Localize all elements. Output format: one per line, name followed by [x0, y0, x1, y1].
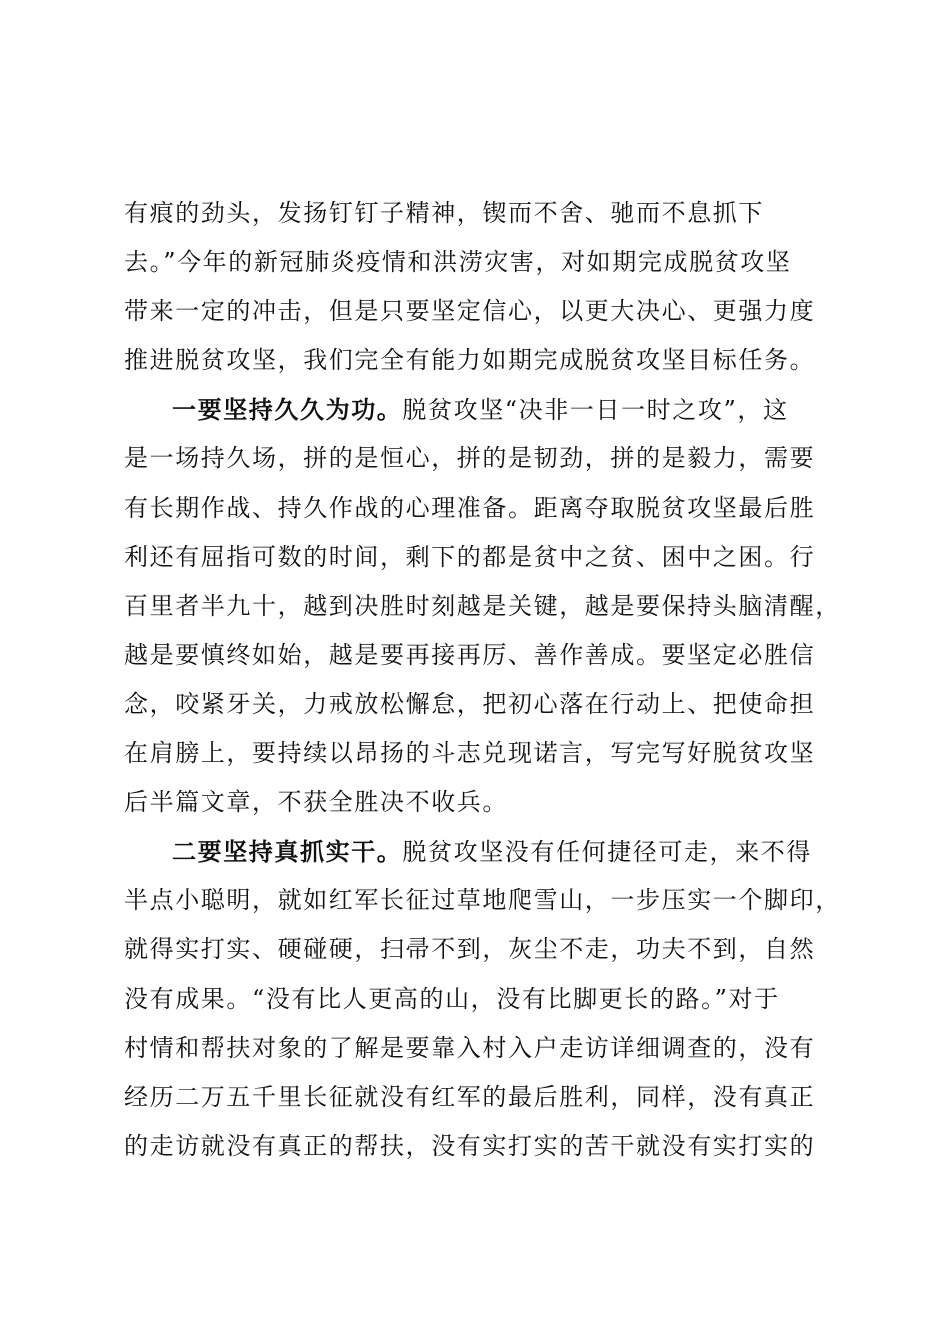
text-line: 没有成果。“没有比人更高的山，没有比脚更长的路。”对于 [124, 984, 780, 1013]
text-span: 脱贫攻坚没有任何捷径可走，来不得 [402, 838, 813, 867]
document-page [124, 189, 841, 1171]
section-heading: 二要坚持真抓实干。 [172, 837, 403, 867]
text-line: 推进脱贫攻坚，我们完全有能力如期完成脱贫攻坚目标任务。 [124, 346, 816, 375]
section-heading: 一要坚持久久为功。 [172, 395, 403, 425]
text-line: 念，咬紧牙关，力戒放松懈怠，把初心落在行动上、把使命担 [124, 689, 816, 718]
text-line [124, 385, 828, 434]
text-line: 后半篇文章，不获全胜决不收兵。 [124, 788, 508, 817]
paragraph-2 [124, 385, 841, 827]
text-line: 有长期作战、持久作战的心理准备。距离夺取脱贫攻坚最后胜 [124, 493, 816, 522]
text-line: 百里者半九十，越到决胜时刻越是关键，越是要保持头脑清醒， [124, 591, 841, 620]
text-line: 越是要慎终如始，越是要再接再厉、善作善成。要坚定必胜信 [124, 640, 816, 669]
text-line [124, 827, 828, 876]
text-line: 半点小聪明，就如红军长征过草地爬雪山，一步压实一个脚印， [124, 886, 841, 915]
text-line: 的走访就没有真正的帮扶，没有实打实的苦干就没有实打实的 [124, 1131, 816, 1160]
text-span: 脱贫攻坚“决非一日一时之攻”，这 [402, 396, 789, 425]
text-line: 带来一定的冲击，但是只要坚定信心，以更大决心、更强力度 [124, 297, 816, 326]
paragraph-1 [124, 189, 828, 385]
text-line: 有痕的劲头，发扬钉钉子精神，锲而不舍、驰而不息抓下 [124, 199, 764, 227]
text-line: 是一场持久场，拼的是恒心，拼的是韧劲，拼的是毅力，需要 [124, 444, 816, 473]
text-line: 去。”今年的新冠肺炎疫情和洪涝灾害，对如期完成脱贫攻坚 [124, 248, 792, 277]
text-line: 在肩膀上，要持续以昂扬的斗志兑现诺言，写完写好脱贫攻坚 [124, 739, 816, 768]
text-line: 就得实打实、硬碰硬，扫帚不到，灰尘不走，功夫不到，自然 [124, 935, 816, 964]
paragraph-3 [124, 827, 841, 1171]
text-line: 利还有屈指可数的时间，剩下的都是贫中之贫、困中之困。行 [124, 542, 816, 571]
text-line: 经历二万五千里长征就没有红军的最后胜利，同样，没有真正 [124, 1082, 816, 1111]
text-line: 村情和帮扶对象的了解是要靠入村入户走访详细调查的，没有 [124, 1033, 816, 1062]
